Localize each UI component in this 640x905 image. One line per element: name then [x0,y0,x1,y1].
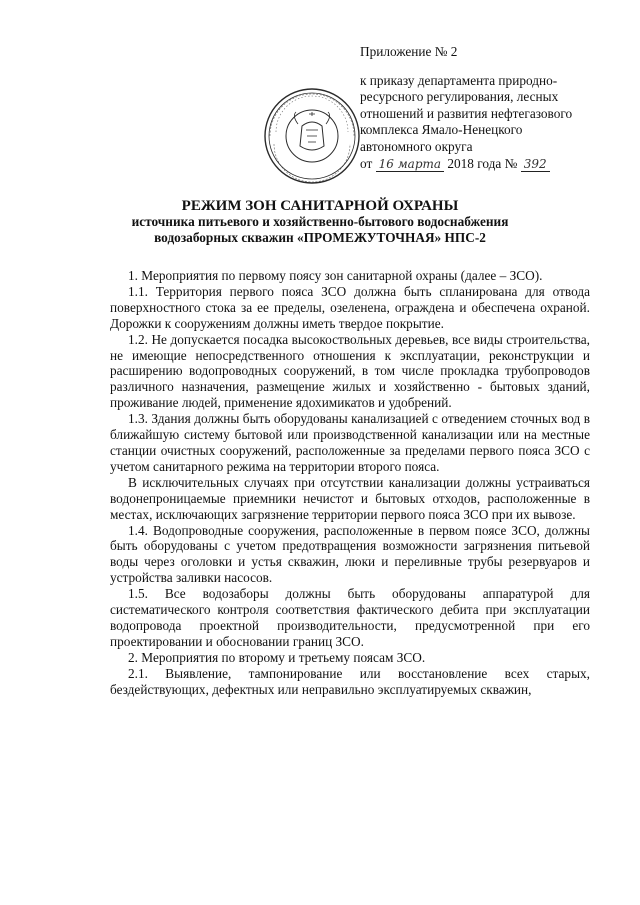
handwritten-date: 16 марта [376,157,444,172]
appendix-line-4: комплекса Ямало-Ненецкого [360,122,523,138]
paragraph-1-3-exception: В исключительных случаях при отсутствии канализации должны устраиваться водонепроницаемые приемники нечистот и бытовых отходов, расположенные в местах, исключающих загрязнение территории первого пояса ЗСО при их вывозе. [110,474,590,522]
document-heading [80,198,560,246]
paragraph-1: 1. Мероприятия по первому поясу зон санитарной охраны (далее – ЗСО). [128,268,543,283]
paragraph-2: 2. Мероприятия по второму и третьему поясам ЗСО. [128,649,426,665]
number-prefix: № [504,155,518,171]
date-prefix: от [360,155,373,171]
appendix-line-3: отношений и развития нефтегазового [360,105,573,121]
paragraph-1-1: 1.1. Территория первого пояса ЗСО должна быть спланирована для отвода поверхностного стока за ее пределы, озеленена, ограждена и обеспечена охраной. Дорожки к сооружениям должны иметь твердое покрытие. [110,283,590,331]
document-title: РЕЖИМ ЗОН САНИТАРНОЙ ОХРАНЫ [181,198,459,214]
appendix-line-2: ресурсного регулирования, лесных [360,89,559,105]
paragraph-1-4: 1.4. Водопроводные сооружения, расположенные в первом поясе ЗСО, должны быть оборудованы с учетом предотвращения возможности загрязнения питьевой воды через оголовки и устья скважин, люки и переливные трубы резервуаров и устройства заливки насосов. [110,522,590,586]
handwritten-order-number: 392 [521,157,550,172]
paragraph-1-2: 1.2. Не допускается посадка высокоствольных деревьев, все виды строительства, не имеющие непосредственного отношения к эксплуатации, реконструкции и расширению водопроводных сооружений, в том числе прокладка трубопроводов различного назначения, размещение жилых и хозяйственно - бытовых зданий, проживание людей, применение ядохимикатов и удобрений. [110,331,590,411]
document-subtitle-2: водозаборных скважин «ПРОМЕЖУТОЧНАЯ» НПС-2 [154,230,486,245]
paragraph-1-5: 1.5. Все водозаборы должны быть оборудованы аппаратурой для систематического контроля соответствия фактического дебита при эксплуатации водопровода проектной производительности, предусмотренной при его проектировании и обосновании границ ЗСО. [110,586,590,649]
paragraph-1-3: 1.3. Здания должны быть оборудованы канализацией с отведением сточных вод в ближайшую систему бытовой или производственной канализации или на местные станции очистных сооружений, расположенные за пределами первого пояса ЗСО с учетом санитарного режима на территории второго пояса. [110,411,590,474]
document-body [110,268,590,697]
appendix-line-5: автономного округа [360,138,473,154]
paragraph-2-1: 2.1. Выявление, тампонирование или восстановление всех старых, бездействующих, дефектных или неправильно эксплуатируемых скважин, [110,665,590,697]
appendix-line-1: к приказу департамента природно- [360,72,558,88]
appendix-block [360,44,610,172]
date-year: 2018 года [447,155,502,171]
appendix-number: Приложение № 2 [360,44,458,59]
official-seal-stamp [262,86,362,186]
order-date-line [360,156,610,173]
document-subtitle-1: источника питьевого и хозяйственно-бытового водоснабжения [131,214,509,229]
